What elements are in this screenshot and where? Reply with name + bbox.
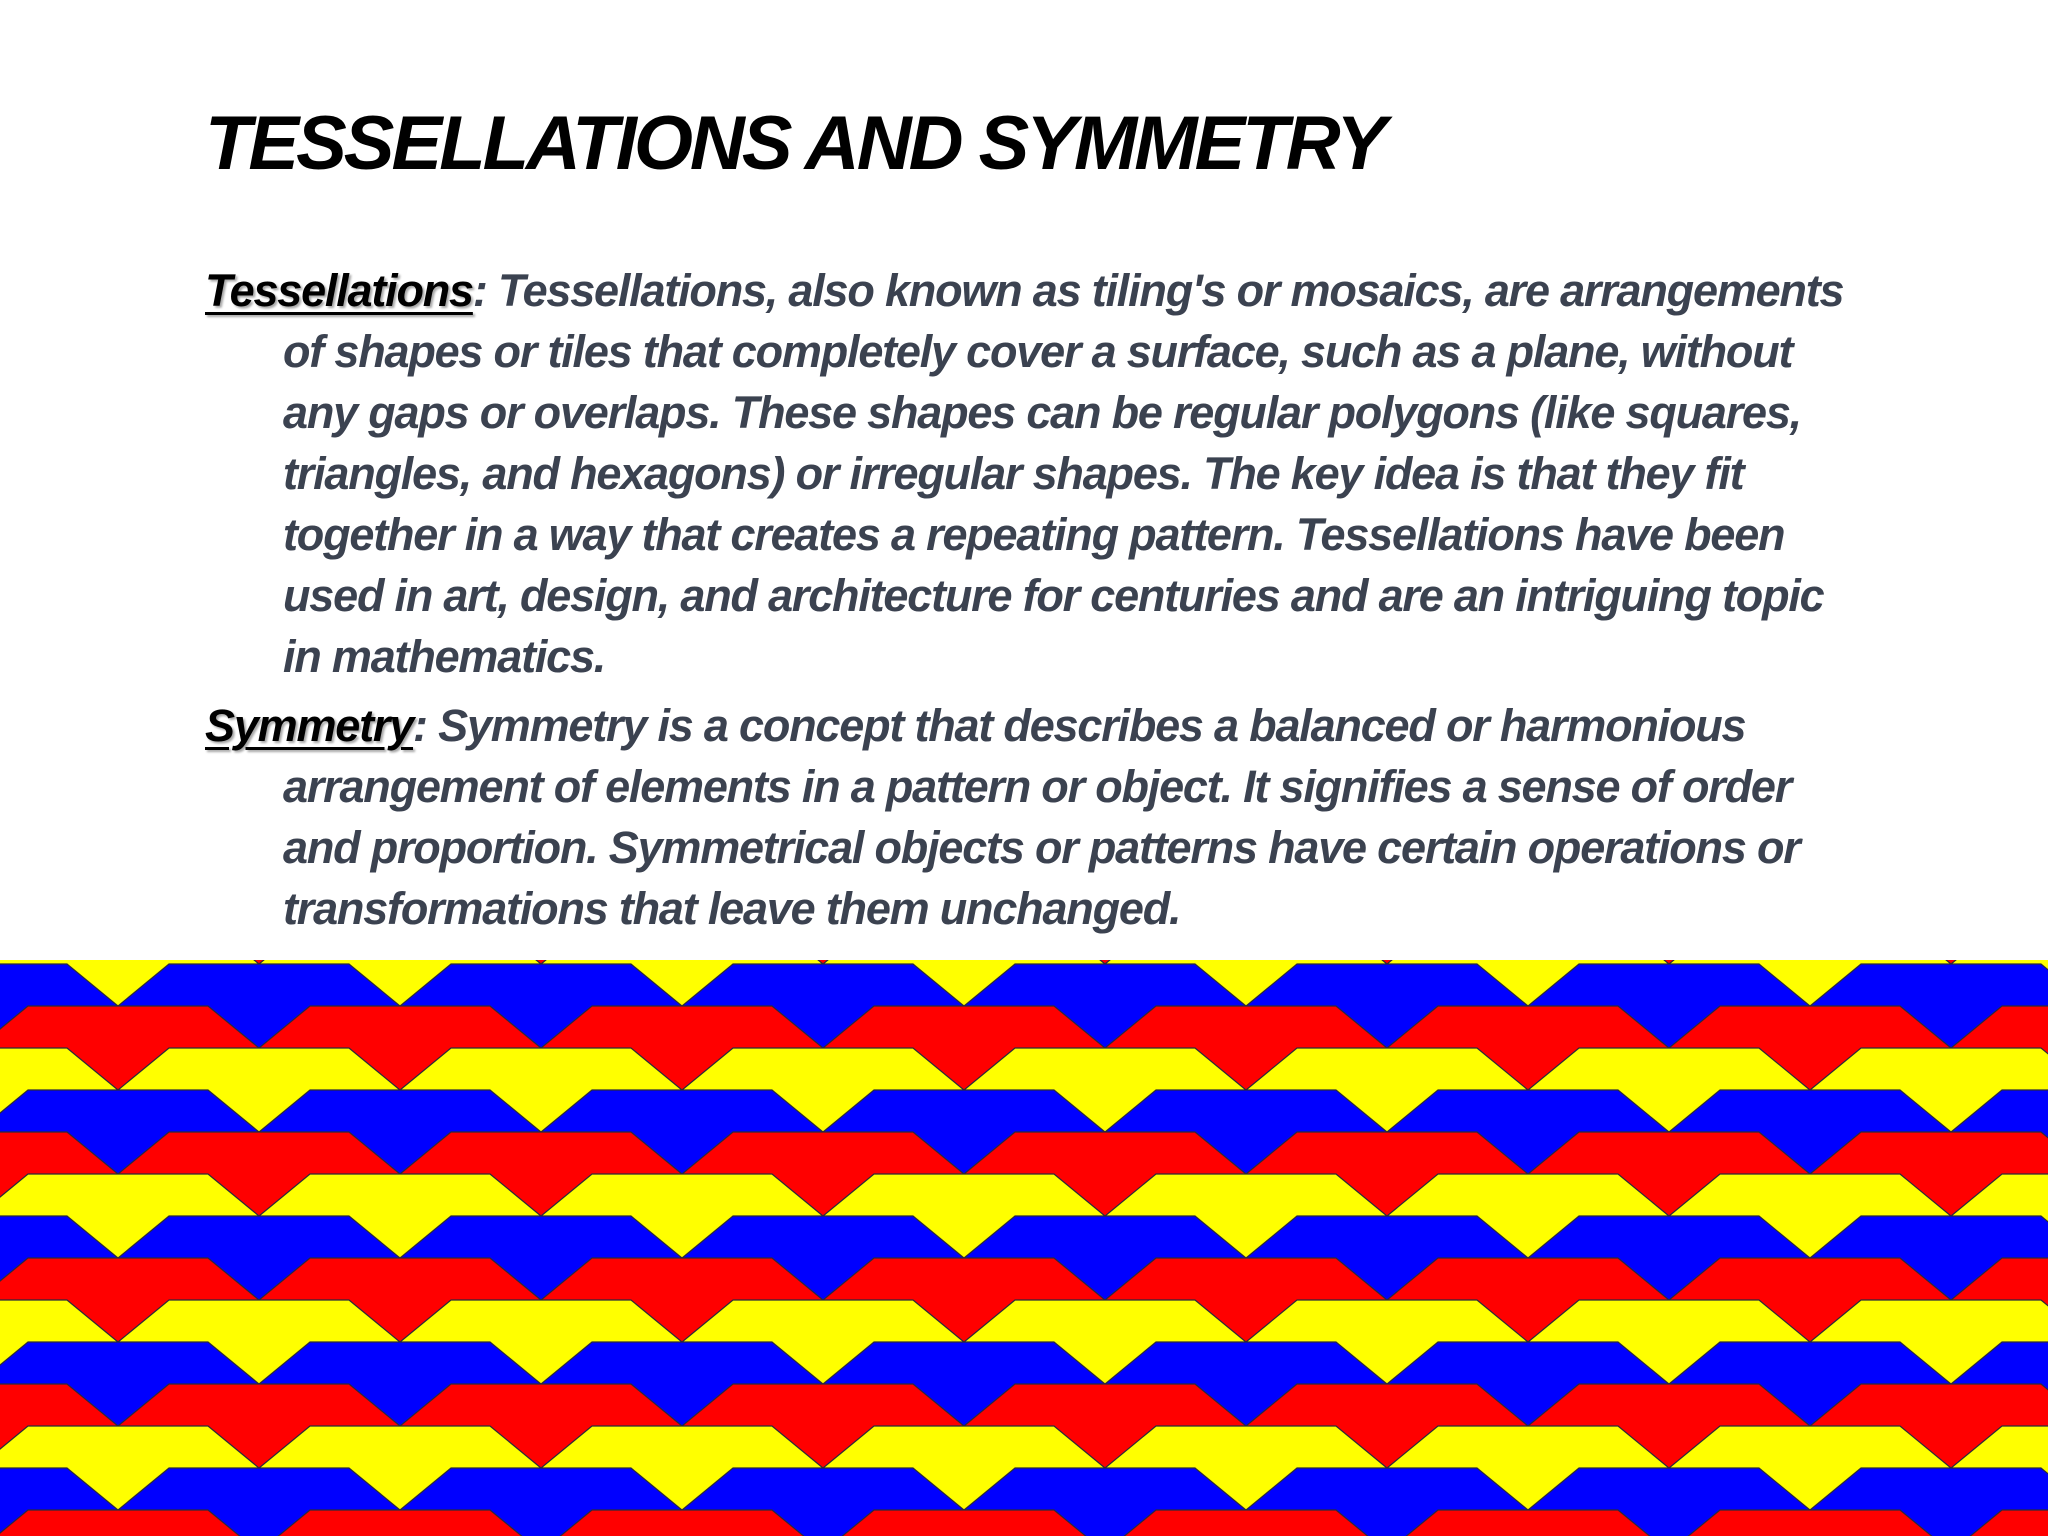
slide-title: TESSELLATIONS AND SYMMETRY (205, 101, 1384, 186)
symmetry-term: Symmetry (205, 700, 414, 751)
tessellations-paragraph (205, 260, 1865, 687)
symmetry-paragraph (205, 695, 1865, 939)
hexagon-tessellation-image (0, 960, 2048, 1536)
symmetry-definition: Symmetry is a concept that describes a balanced or harmonious arrangement of elements in a pattern or object. It signifies a sense of order and proportion. Symmetrical objects or patterns have certain operations or transformations that leave them unchanged. (283, 700, 1800, 934)
tessellations-separator: : (472, 265, 487, 316)
tessellations-definition: Tessellations, also known as tiling's or mosaics, are arrangements of shapes or tiles that completely cover a surface, such as a plane, without any gaps or overlaps. These shapes can be regular polygons (like squares, triangles, and hexagons) or irregular shapes. The key idea is that they fit together in a way that creates a repeating pattern. Tessellations have been used in art, design, and architecture for centuries and are an intriguing topic in mathematics. (283, 265, 1844, 682)
slide-body (205, 260, 1865, 947)
tessellations-term: Tessellations (205, 265, 473, 316)
symmetry-separator: : (413, 700, 427, 751)
